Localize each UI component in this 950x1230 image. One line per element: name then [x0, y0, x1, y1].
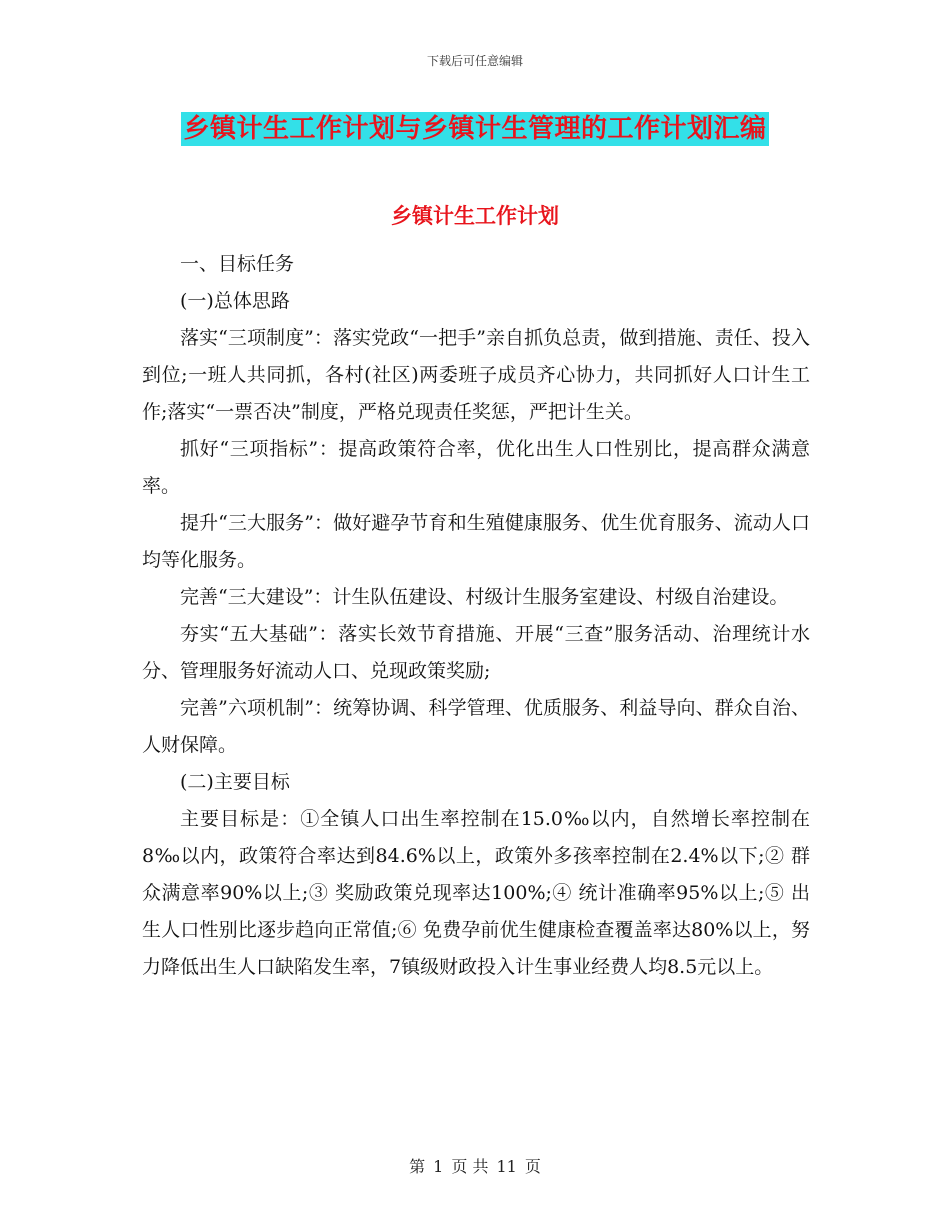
heading-target-tasks: 一、目标任务: [180, 253, 295, 275]
heading-overall-approach: (一)总体思路: [180, 290, 290, 312]
page-footer: [0, 1154, 950, 1177]
paragraph-five-foundations: 夯实“五大基础”：落实长效节育措施、开展“三查”服务活动、治理统计水分、管理服务好流动人口、兑现政策奖励;: [142, 623, 810, 682]
paragraph-three-services: 提升“三大服务”：做好避孕节育和生殖健康服务、优生优育服务、流动人口均等化服务。: [142, 512, 810, 571]
footer-page-number: 1: [433, 1157, 444, 1176]
footer-suffix: 页: [524, 1157, 541, 1176]
document-body: [142, 246, 810, 986]
footer-total-pages: 11: [496, 1157, 517, 1176]
paragraph-main-goals: 主要目标是：①全镇人口出生率控制在15.0‰以内，自然增长率控制在8‰以内，政策符合率达到84.6%以上，政策外多孩率控制在2.4%以下;② 群众满意率90%以上;③ 奖励政策兑现率达100%;④ 统计准确率95%以上;⑤ 出生人口性别比逐步趋向正常值;⑥ 免费孕前优生健康检查覆盖率达80%以上，努力降低出生人口缺陷发生率，7镇级财政投入计生事业经费人均8.5元以上。: [142, 808, 810, 978]
paragraph-three-indicators: 抓好“三项指标”：提高政策符合率，优化出生人口性别比，提高群众满意率。: [142, 438, 810, 497]
header-note: 下载后可任意编辑: [426, 54, 523, 68]
main-title-text: 乡镇计生工作计划与乡镇计生管理的工作计划汇编: [183, 114, 767, 144]
heading-main-goals: (二)主要目标: [180, 771, 290, 793]
paragraph-six-mechanisms: 完善”六项机制”：统筹协调、科学管理、优质服务、利益导向、群众自治、人财保障。: [142, 697, 810, 756]
footer-middle: 页 共: [451, 1157, 489, 1176]
footer-prefix: 第: [409, 1157, 426, 1176]
paragraph-three-systems: 落实“三项制度”：落实党政“一把手”亲自抓负总责，做到措施、责任、投入到位;一班人共同抓，各村(社区)两委班子成员齐心协力，共同抓好人口计生工作;落实“一票否决”制度，严格兑现责任奖惩，严把计生关。: [142, 327, 810, 423]
document-main-title: [0, 112, 950, 146]
section-title: 乡镇计生工作计划: [391, 204, 559, 228]
paragraph-three-constructions: 完善“三大建设”：计生队伍建设、村级计生服务室建设、村级自治建设。: [180, 586, 789, 608]
